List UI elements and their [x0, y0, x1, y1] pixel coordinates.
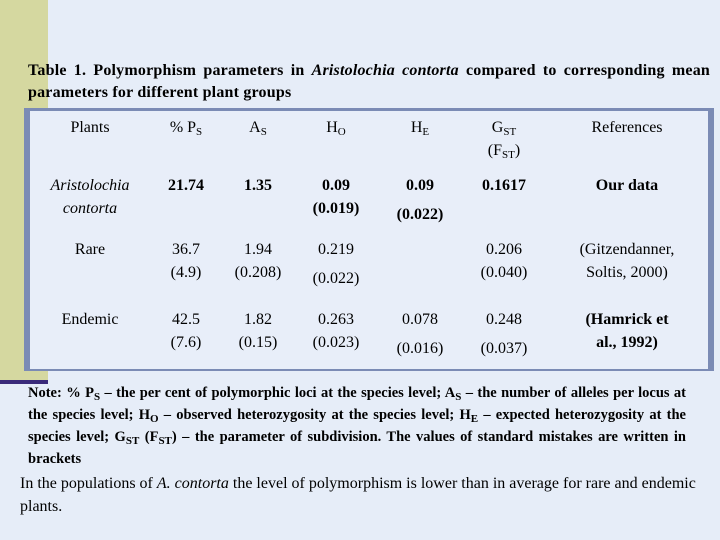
cell-as: 1.82 (0.15) — [238, 311, 278, 351]
caption-text-end: compared to corresponding mean parameters for different plant groups — [28, 62, 710, 101]
cell-ps: 42.5 (7.6) — [170, 311, 202, 351]
cell-ho: 0.263 (0.023) — [312, 311, 360, 351]
cell-references: (Gitzendanner, Soltis, 2000) — [579, 241, 675, 281]
caption-text-start: Table 1. Polymorphism parameters in — [28, 62, 312, 79]
cell-as: 1.94 (0.208) — [234, 241, 282, 281]
cell-as: 1.35 — [244, 177, 272, 194]
cell-ps: 36.7 (4.9) — [170, 241, 202, 281]
conclusion-species-name: A. contorta — [156, 475, 229, 492]
header-gst-fst: $G_{ST}$ $(F_{ST})$ — [487, 119, 521, 161]
polymorphism-table — [30, 111, 708, 369]
cell-ho: 0.09 (0.019) — [312, 177, 360, 217]
cell-plants: Rare — [74, 241, 106, 258]
header-references: References — [591, 119, 663, 136]
cell-gst: 0.206 (0.040) — [480, 241, 528, 281]
table-header-row — [30, 111, 708, 169]
table-row-endemic — [30, 303, 708, 369]
caption-species-name: Aristolochia contorta — [311, 62, 459, 79]
table-note: Note: % $P_S$ – the per cent of polymorphic loci at the species level; $A_S$ – the number of alleles per locus at the species level; $H_O$ – observed heterozygosity at the species level; $H_E$ – expected heterozygosity at the species level; $G_{ST}$ $(F_{ST})$ – the parameter of subdivision. The values of standard mistakes are written in brackets — [28, 385, 687, 467]
cell-plants: Endemic — [61, 311, 119, 328]
header-he: $H_E$ — [410, 119, 430, 138]
conclusion-text: In the populations of A. contorta the level of polymorphism is lower than in average for rare and endemic plants. — [20, 475, 696, 515]
cell-plants: Aristolochia contorta — [50, 177, 130, 217]
cell-references: (Hamrick et al., 1992) — [585, 311, 669, 351]
table-caption — [28, 60, 710, 104]
header-ho: $H_O$ — [326, 119, 346, 138]
cell-gst: 0.1617 — [482, 177, 526, 194]
cell-references: Our data — [595, 177, 659, 194]
table-row-aristolochia — [30, 169, 708, 233]
cell-he — [378, 233, 462, 303]
header-as: $A_S$ — [249, 119, 267, 138]
header-ps: % $P_S$ — [169, 119, 203, 138]
cell-gst: 0.248 (0.037) — [480, 311, 528, 357]
header-plants: Plants — [70, 119, 110, 136]
cell-he: 0.09 (0.022) — [396, 177, 444, 223]
cell-ps: 21.74 — [168, 177, 204, 194]
cell-ho: 0.219 (0.022) — [312, 241, 360, 287]
cell-he: 0.078 (0.016) — [396, 311, 444, 357]
table-row-rare — [30, 233, 708, 303]
